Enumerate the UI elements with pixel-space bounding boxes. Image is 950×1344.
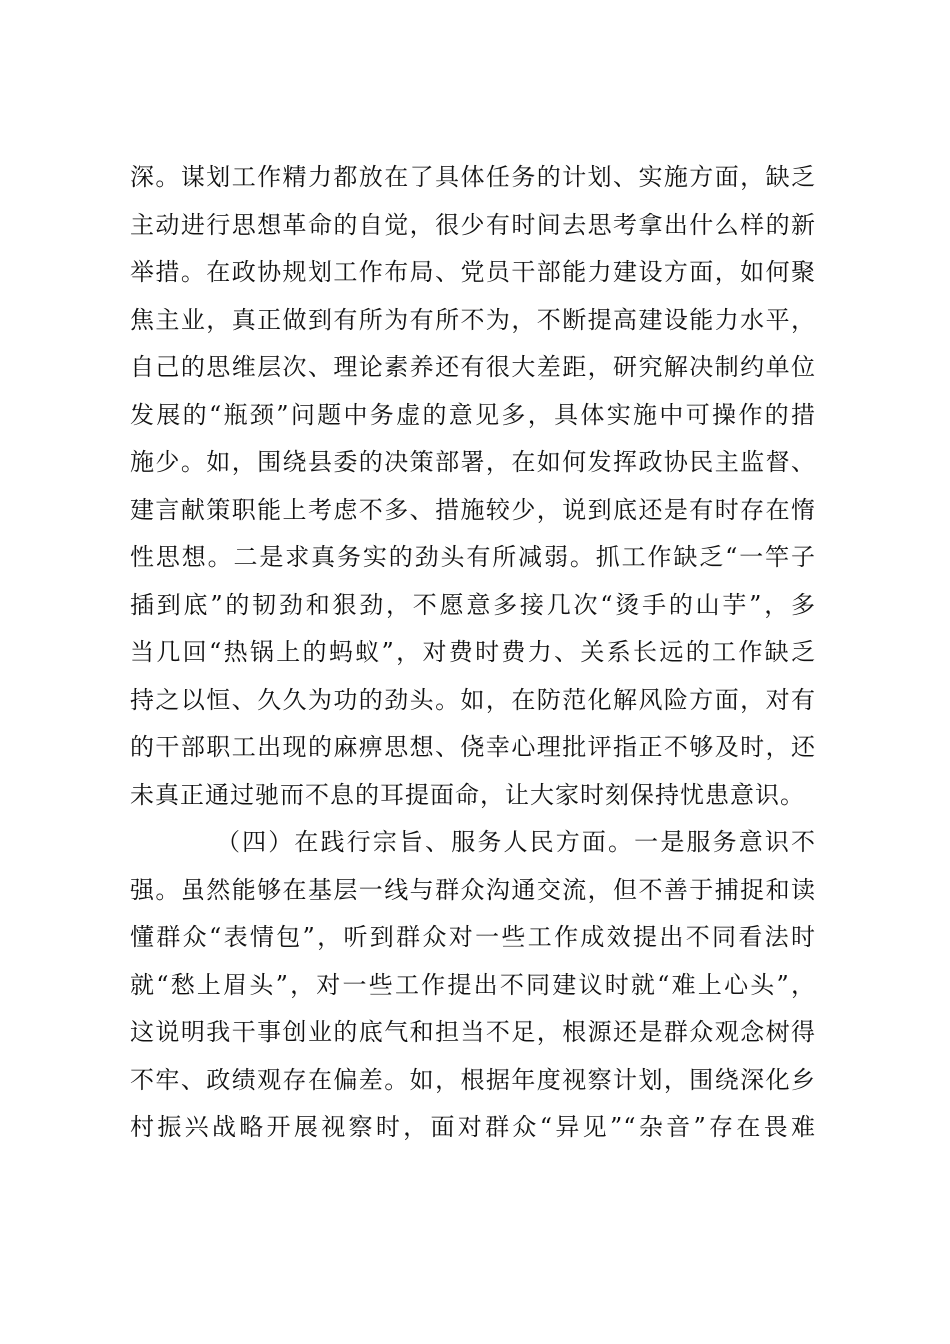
text-line: 未真正通过驰而不息的耳提面命，让大家时刻保持忧患意识。 (130, 780, 805, 809)
text-line: 举措。在政协规划工作布局、党员干部能力建设方面，如何聚 (130, 258, 816, 286)
text-line: 当几回“热锅上的蚂蚁”，对费时费力、关系长远的工作缺乏 (130, 638, 816, 666)
text-line: 主动进行思想革命的自觉，很少有时间去思考拿出什么样的新 (130, 210, 816, 239)
paragraph-1 (130, 154, 816, 819)
text-line: 这说明我干事创业的底气和担当不足，根源还是群众观念树得 (130, 1018, 816, 1046)
text-line: 发展的“瓶颈”问题中务虚的意见多，具体实施中可操作的措 (130, 400, 816, 429)
text-line: 建言献策职能上考虑不多、措施较少，说到底还是有时存在惰 (130, 495, 816, 524)
text-line: 焦主业，真正做到有所为有所不为，不断提高建设能力水平， (130, 305, 816, 334)
text-line: 施少。如，围绕县委的决策部署，在如何发挥政协民主监督、 (130, 448, 816, 476)
text-line: 自己的思维层次、理论素养还有很大差距，研究解决制约单位 (130, 353, 816, 381)
text-line: 持之以恒、久久为功的劲头。如，在防范化解风险方面，对有 (130, 685, 816, 714)
document-page (130, 154, 816, 1152)
text-line: 懂群众“表情包”，听到群众对一些工作成效提出不同看法时 (130, 923, 816, 951)
text-line: 深。谋划工作精力都放在了具体任务的计划、实施方面，缺乏 (130, 163, 816, 191)
text-line: 性思想。二是求真务实的劲头有所减弱。抓工作缺乏“一竿子 (130, 543, 816, 571)
text-line: 插到底”的韧劲和狠劲，不愿意多接几次“烫手的山芋”，多 (130, 590, 816, 619)
text-line: 就“愁上眉头”，对一些工作提出不同建议时就“难上心头”， (130, 970, 816, 999)
section-heading-line: （四）在践行宗旨、服务人民方面。一是服务意识不 (216, 828, 816, 856)
text-line: 村振兴战略开展视察时，面对群众“异见”“杂音”存在畏难 (130, 1113, 816, 1141)
text-line: 强。虽然能够在基层一线与群众沟通交流，但不善于捕捉和读 (130, 875, 816, 904)
paragraph-2 (130, 819, 816, 1152)
text-line: 的干部职工出现的麻痹思想、侥幸心理批评指正不够及时，还 (130, 733, 816, 761)
text-line: 不牢、政绩观存在偏差。如，根据年度视察计划，围绕深化乡 (130, 1065, 816, 1094)
